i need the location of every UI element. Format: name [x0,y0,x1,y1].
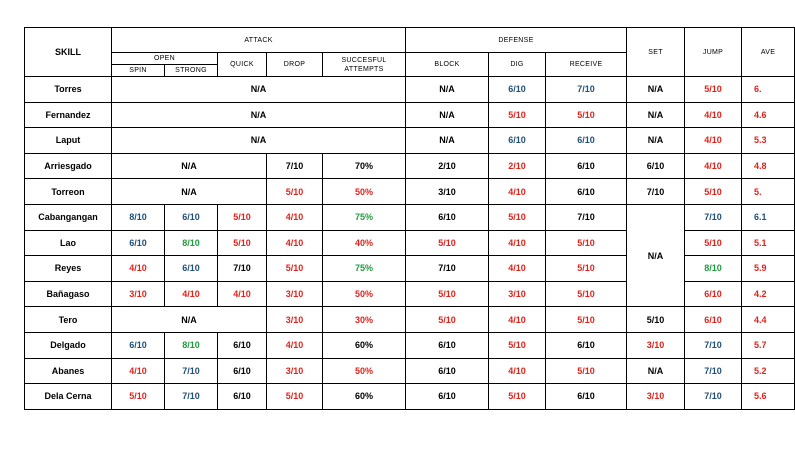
table-row [25,102,795,128]
player-name: Delgado [25,332,112,358]
receive-value: 5/10 [546,102,627,128]
table-row [25,384,795,410]
open-header: OPEN [112,53,218,65]
successful-value: 50% [323,179,406,205]
receive-value: 6/10 [546,332,627,358]
set-value: N/A [627,77,685,103]
receive-value: 5/10 [546,256,627,282]
successful-value: 50% [323,358,406,384]
spin-value: 6/10 [112,230,165,256]
receive-value: 7/10 [546,77,627,103]
player-name: Fernandez [25,102,112,128]
successful-value: 60% [323,332,406,358]
table-row [25,77,795,103]
jump-value: 7/10 [685,332,742,358]
dig-value: 2/10 [489,153,546,179]
strong-value: 6/10 [165,204,218,230]
strong-value: 7/10 [165,358,218,384]
attack-na: N/A [112,102,406,128]
table-row [25,204,795,230]
average-value: 5.1 [742,230,795,256]
average-value: 4.8 [742,153,795,179]
player-name: Dela Cerna [25,384,112,410]
set-header: SET [627,28,685,77]
block-value: 6/10 [406,384,489,410]
spin-value: 5/10 [112,384,165,410]
jump-value: 8/10 [685,256,742,282]
spin-value: 8/10 [112,204,165,230]
strong-header: STRONG [165,65,218,77]
average-value: 5.3 [742,128,795,154]
successful-value: 40% [323,230,406,256]
player-name: Abanes [25,358,112,384]
quick-value: 5/10 [218,230,267,256]
receive-value: 6/10 [546,128,627,154]
set-value-merged: N/A [627,204,685,306]
quick-value: 6/10 [218,358,267,384]
average-value: 6.1 [742,204,795,230]
jump-value: 4/10 [685,153,742,179]
jump-value: 5/10 [685,230,742,256]
player-name: Cabangangan [25,204,112,230]
table-header [25,28,795,77]
attack-na: N/A [112,77,406,103]
set-value: 3/10 [627,384,685,410]
dig-value: 3/10 [489,281,546,307]
table-row [25,179,795,205]
block-header: BLOCK [406,53,489,77]
jump-value: 6/10 [685,307,742,333]
receive-header: RECEIVE [546,53,627,77]
spin-value: 6/10 [112,332,165,358]
drop-value: 7/10 [267,153,323,179]
spin-value: 4/10 [112,256,165,282]
quick-value: 7/10 [218,256,267,282]
set-value: N/A [627,102,685,128]
player-name: Arriesgado [25,153,112,179]
spin-value: 3/10 [112,281,165,307]
set-value: 6/10 [627,153,685,179]
successful-value: 75% [323,256,406,282]
dig-value: 5/10 [489,384,546,410]
receive-value: 6/10 [546,153,627,179]
average-header: AVE [742,28,795,77]
block-value: 5/10 [406,281,489,307]
jump-value: 7/10 [685,358,742,384]
dig-value: 6/10 [489,77,546,103]
dig-value: 4/10 [489,179,546,205]
receive-value: 7/10 [546,204,627,230]
block-value: 3/10 [406,179,489,205]
drop-value: 5/10 [267,384,323,410]
quick-value: 6/10 [218,332,267,358]
drop-header: DROP [267,53,323,77]
table-row [25,128,795,154]
skill-header: SKILL [25,28,112,77]
dig-value: 4/10 [489,358,546,384]
set-value: 7/10 [627,179,685,205]
spin-header: SPIN [112,65,165,77]
block-value: 6/10 [406,204,489,230]
jump-header: JUMP [685,28,742,77]
open-quick-na: N/A [112,307,267,333]
strong-value: 7/10 [165,384,218,410]
average-value: 6. [742,77,795,103]
drop-value: 4/10 [267,204,323,230]
dig-header: DIG [489,53,546,77]
block-value: 5/10 [406,230,489,256]
block-value: 7/10 [406,256,489,282]
dig-value: 4/10 [489,230,546,256]
receive-value: 5/10 [546,358,627,384]
table-row [25,153,795,179]
block-value: 2/10 [406,153,489,179]
average-value: 5. [742,179,795,205]
jump-value: 6/10 [685,281,742,307]
open-quick-na: N/A [112,153,267,179]
player-name: Torreon [25,179,112,205]
player-name: Lao [25,230,112,256]
block-value: 6/10 [406,332,489,358]
table-row [25,332,795,358]
drop-value: 3/10 [267,358,323,384]
block-value: N/A [406,128,489,154]
quick-value: 5/10 [218,204,267,230]
successful-value: 60% [323,384,406,410]
quick-value: 6/10 [218,384,267,410]
drop-value: 4/10 [267,230,323,256]
successful-header: SUCCESFUL ATTEMPTS [323,53,406,77]
average-value: 5.6 [742,384,795,410]
receive-value: 6/10 [546,384,627,410]
successful-value: 50% [323,281,406,307]
player-name: Tero [25,307,112,333]
player-name: Torres [25,77,112,103]
open-quick-na: N/A [112,179,267,205]
dig-value: 4/10 [489,307,546,333]
average-value: 4.2 [742,281,795,307]
drop-value: 5/10 [267,256,323,282]
successful-value: 70% [323,153,406,179]
quick-header: QUICK [218,53,267,77]
block-value: 5/10 [406,307,489,333]
average-value: 5.9 [742,256,795,282]
average-value: 5.2 [742,358,795,384]
drop-value: 3/10 [267,307,323,333]
table-body [25,77,795,410]
attack-na: N/A [112,128,406,154]
drop-value: 4/10 [267,332,323,358]
strong-value: 8/10 [165,332,218,358]
drop-value: 5/10 [267,179,323,205]
successful-value: 30% [323,307,406,333]
quick-value: 4/10 [218,281,267,307]
average-value: 4.4 [742,307,795,333]
dig-value: 5/10 [489,204,546,230]
set-value: N/A [627,358,685,384]
set-value: 5/10 [627,307,685,333]
jump-value: 4/10 [685,102,742,128]
strong-value: 4/10 [165,281,218,307]
set-value: N/A [627,128,685,154]
spin-value: 4/10 [112,358,165,384]
strong-value: 6/10 [165,256,218,282]
average-value: 5.7 [742,332,795,358]
receive-value: 6/10 [546,179,627,205]
jump-value: 7/10 [685,204,742,230]
attack-header: ATTACK [112,28,406,53]
jump-value: 5/10 [685,77,742,103]
block-value: N/A [406,102,489,128]
player-name: Reyes [25,256,112,282]
dig-value: 5/10 [489,332,546,358]
block-value: N/A [406,77,489,103]
table-row [25,358,795,384]
player-name: Laput [25,128,112,154]
jump-value: 7/10 [685,384,742,410]
jump-value: 5/10 [685,179,742,205]
set-value: 3/10 [627,332,685,358]
drop-value: 3/10 [267,281,323,307]
defense-header: DEFENSE [406,28,627,53]
player-name: Bañagaso [25,281,112,307]
block-value: 6/10 [406,358,489,384]
successful-value: 75% [323,204,406,230]
strong-value: 8/10 [165,230,218,256]
receive-value: 5/10 [546,307,627,333]
dig-value: 6/10 [489,128,546,154]
receive-value: 5/10 [546,281,627,307]
skills-table [24,27,795,410]
jump-value: 4/10 [685,128,742,154]
receive-value: 5/10 [546,230,627,256]
average-value: 4.6 [742,102,795,128]
dig-value: 5/10 [489,102,546,128]
dig-value: 4/10 [489,256,546,282]
table-row [25,307,795,333]
